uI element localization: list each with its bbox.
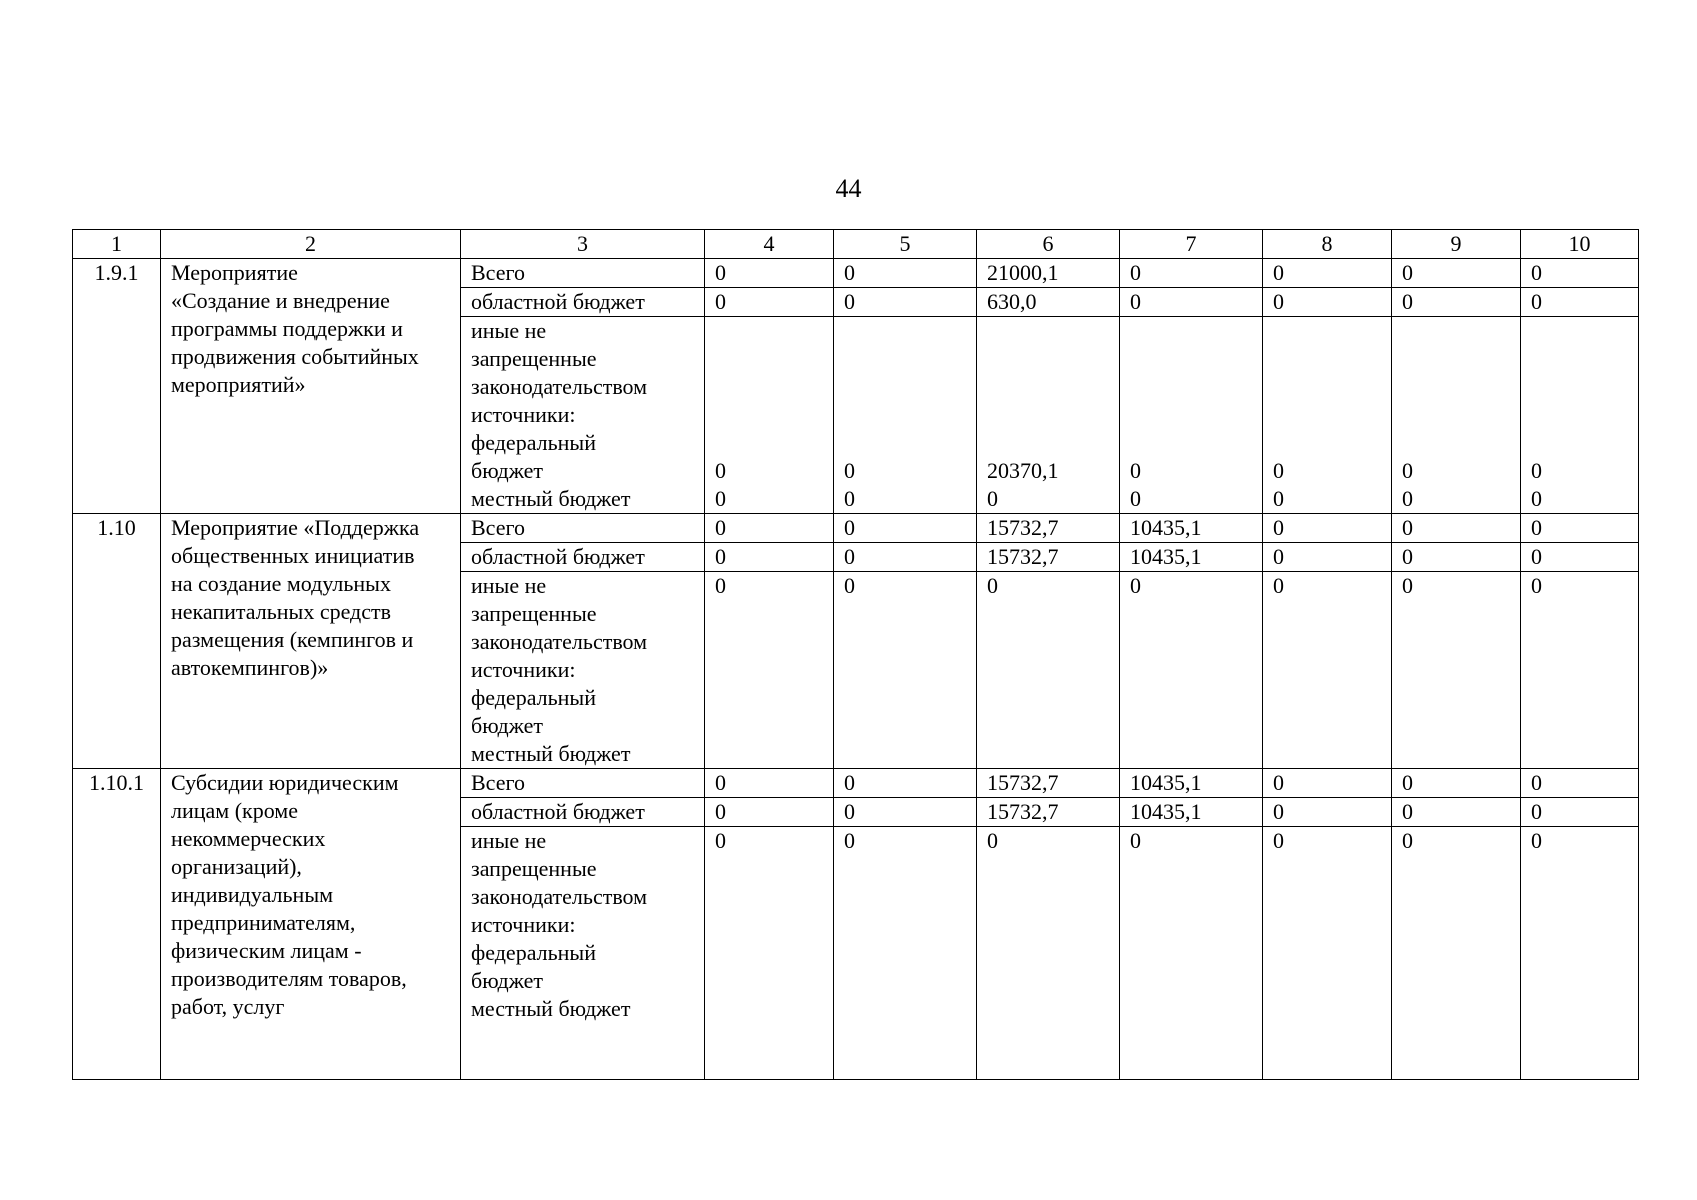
source-line: источники: [471, 657, 576, 682]
value-cell [705, 317, 834, 514]
value-cell [1120, 317, 1263, 514]
value-cell: 0 [1521, 514, 1639, 543]
budget-table [72, 229, 1639, 1080]
value-cell: 0 [705, 798, 834, 827]
value-cell: 0 [834, 572, 977, 769]
value-cell: 0 [705, 288, 834, 317]
value-cell [977, 317, 1120, 514]
measure-name [161, 769, 461, 1080]
value-cell: 0 [1263, 798, 1392, 827]
value-cell [1263, 317, 1392, 514]
source-other [461, 572, 705, 769]
value-cell: 0 [1392, 514, 1521, 543]
source-other [461, 827, 705, 1080]
federal-value: 0 [715, 458, 726, 483]
value-cell: 0 [1263, 572, 1392, 769]
value-cell: 0 [705, 543, 834, 572]
source-line: бюджет [471, 458, 543, 483]
source-line: законодательством [471, 374, 648, 399]
value-cell: 0 [1120, 827, 1263, 1080]
value-cell: 0 [705, 572, 834, 769]
local-value: 0 [1273, 486, 1284, 511]
measure-name-line: «Создание и внедрение [171, 288, 390, 313]
measure-name-line: мероприятий» [171, 372, 306, 397]
source-line: законодательством [471, 629, 648, 654]
measure-name-line: продвижения событийных [171, 344, 419, 369]
value-cell [1521, 317, 1639, 514]
local-value: 0 [715, 486, 726, 511]
value-cell: 0 [1521, 259, 1639, 288]
source-line: запрещенные [471, 601, 597, 626]
local-value: 0 [1531, 486, 1542, 511]
value-cell: 0 [705, 259, 834, 288]
value-cell: 0 [1263, 827, 1392, 1080]
local-value: 0 [1402, 486, 1413, 511]
source-line: законодательством [471, 884, 648, 909]
column-number-7: 7 [1120, 230, 1263, 259]
column-number-2: 2 [161, 230, 461, 259]
table-row [73, 259, 1639, 288]
source-line: иные не [471, 828, 547, 853]
source-regional: областной бюджет [461, 288, 705, 317]
value-cell: 0 [977, 572, 1120, 769]
measure-name-line: Мероприятие [171, 260, 298, 285]
value-cell: 0 [1263, 543, 1392, 572]
value-cell: 0 [1392, 572, 1521, 769]
value-cell: 10435,1 [1120, 543, 1263, 572]
value-cell: 0 [1392, 827, 1521, 1080]
federal-value: 20370,1 [987, 458, 1059, 483]
value-cell: 0 [1120, 259, 1263, 288]
source-total: Всего [461, 259, 705, 288]
source-line: бюджет [471, 968, 543, 993]
value-cell: 0 [705, 514, 834, 543]
value-cell: 0 [1521, 798, 1639, 827]
column-number-row [73, 230, 1639, 259]
value-cell: 0 [1263, 288, 1392, 317]
column-number-9: 9 [1392, 230, 1521, 259]
value-cell: 0 [834, 769, 977, 798]
source-line: иные не [471, 318, 547, 343]
source-line: источники: [471, 402, 576, 427]
source-line: источники: [471, 912, 576, 937]
value-cell: 0 [834, 827, 977, 1080]
value-cell: 0 [1521, 572, 1639, 769]
value-cell: 15732,7 [977, 769, 1120, 798]
value-cell: 0 [705, 827, 834, 1080]
source-line: местный бюджет [471, 486, 631, 511]
value-cell: 0 [1521, 827, 1639, 1080]
value-cell: 15732,7 [977, 798, 1120, 827]
source-line: федеральный [471, 685, 596, 710]
measure-name [161, 259, 461, 514]
source-regional: областной бюджет [461, 798, 705, 827]
value-cell: 630,0 [977, 288, 1120, 317]
value-cell: 0 [1392, 769, 1521, 798]
measure-name-line: лицам (кроме [171, 798, 298, 823]
local-value: 0 [844, 486, 855, 511]
source-line: запрещенные [471, 346, 597, 371]
source-line: иные не [471, 573, 547, 598]
source-line: федеральный [471, 940, 596, 965]
local-value: 0 [987, 486, 998, 511]
value-cell: 0 [1120, 572, 1263, 769]
column-number-4: 4 [705, 230, 834, 259]
measure-name-line: предпринимателям, [171, 910, 356, 935]
value-cell: 0 [1263, 259, 1392, 288]
measure-name-line: физическим лицам - [171, 938, 362, 963]
value-cell: 0 [834, 514, 977, 543]
source-line: запрещенные [471, 856, 597, 881]
source-line: местный бюджет [471, 996, 631, 1021]
column-number-10: 10 [1521, 230, 1639, 259]
measure-name-line: общественных инициатив [171, 543, 415, 568]
value-cell: 0 [1392, 798, 1521, 827]
value-cell: 15732,7 [977, 514, 1120, 543]
measure-name-line: производителям товаров, [171, 966, 407, 991]
source-line: бюджет [471, 713, 543, 738]
local-value: 0 [1130, 486, 1141, 511]
value-cell: 0 [834, 798, 977, 827]
column-number-1: 1 [73, 230, 161, 259]
value-cell: 0 [705, 769, 834, 798]
value-cell: 10435,1 [1120, 769, 1263, 798]
value-cell: 0 [834, 543, 977, 572]
row-code: 1.10.1 [73, 769, 161, 1080]
federal-value: 0 [1273, 458, 1284, 483]
table-row [73, 769, 1639, 798]
page-number: 44 [835, 174, 862, 203]
source-line: местный бюджет [471, 741, 631, 766]
column-number-5: 5 [834, 230, 977, 259]
row-code: 1.10 [73, 514, 161, 769]
value-cell: 0 [1263, 769, 1392, 798]
federal-value: 0 [844, 458, 855, 483]
value-cell: 21000,1 [977, 259, 1120, 288]
federal-value: 0 [1402, 458, 1413, 483]
value-cell: 0 [1392, 543, 1521, 572]
measure-name [161, 514, 461, 769]
measure-name-line: работ, услуг [171, 994, 285, 1019]
value-cell [1392, 317, 1521, 514]
measure-name-line: Мероприятие «Поддержка [171, 515, 420, 540]
value-cell: 0 [977, 827, 1120, 1080]
measure-name-line: некоммерческих [171, 826, 326, 851]
value-cell: 0 [1521, 288, 1639, 317]
value-cell: 10435,1 [1120, 798, 1263, 827]
value-cell: 15732,7 [977, 543, 1120, 572]
measure-name-line: автокемпингов)» [171, 655, 329, 680]
federal-value: 0 [1531, 458, 1542, 483]
table-row [73, 514, 1639, 543]
value-cell: 0 [834, 288, 977, 317]
measure-name-line: размещения (кемпингов и [171, 627, 414, 652]
row-code: 1.9.1 [73, 259, 161, 514]
measure-name-line: программы поддержки и [171, 316, 403, 341]
value-cell: 0 [834, 259, 977, 288]
federal-value: 0 [1130, 458, 1141, 483]
column-number-6: 6 [977, 230, 1120, 259]
source-line: федеральный [471, 430, 596, 455]
value-cell: 0 [1120, 288, 1263, 317]
measure-name-line: на создание модульных [171, 571, 391, 596]
value-cell: 0 [1521, 769, 1639, 798]
measure-name-line: некапитальных средств [171, 599, 392, 624]
source-total: Всего [461, 769, 705, 798]
value-cell: 0 [1521, 543, 1639, 572]
measure-name-line: Субсидии юридическим [171, 770, 399, 795]
column-number-8: 8 [1263, 230, 1392, 259]
value-cell: 0 [1263, 514, 1392, 543]
source-total: Всего [461, 514, 705, 543]
measure-name-line: организаций), [171, 854, 302, 879]
source-other [461, 317, 705, 514]
value-cell: 10435,1 [1120, 514, 1263, 543]
column-number-3: 3 [461, 230, 705, 259]
measure-name-line: индивидуальным [171, 882, 334, 907]
value-cell: 0 [1392, 288, 1521, 317]
source-regional: областной бюджет [461, 543, 705, 572]
value-cell: 0 [1392, 259, 1521, 288]
value-cell [834, 317, 977, 514]
